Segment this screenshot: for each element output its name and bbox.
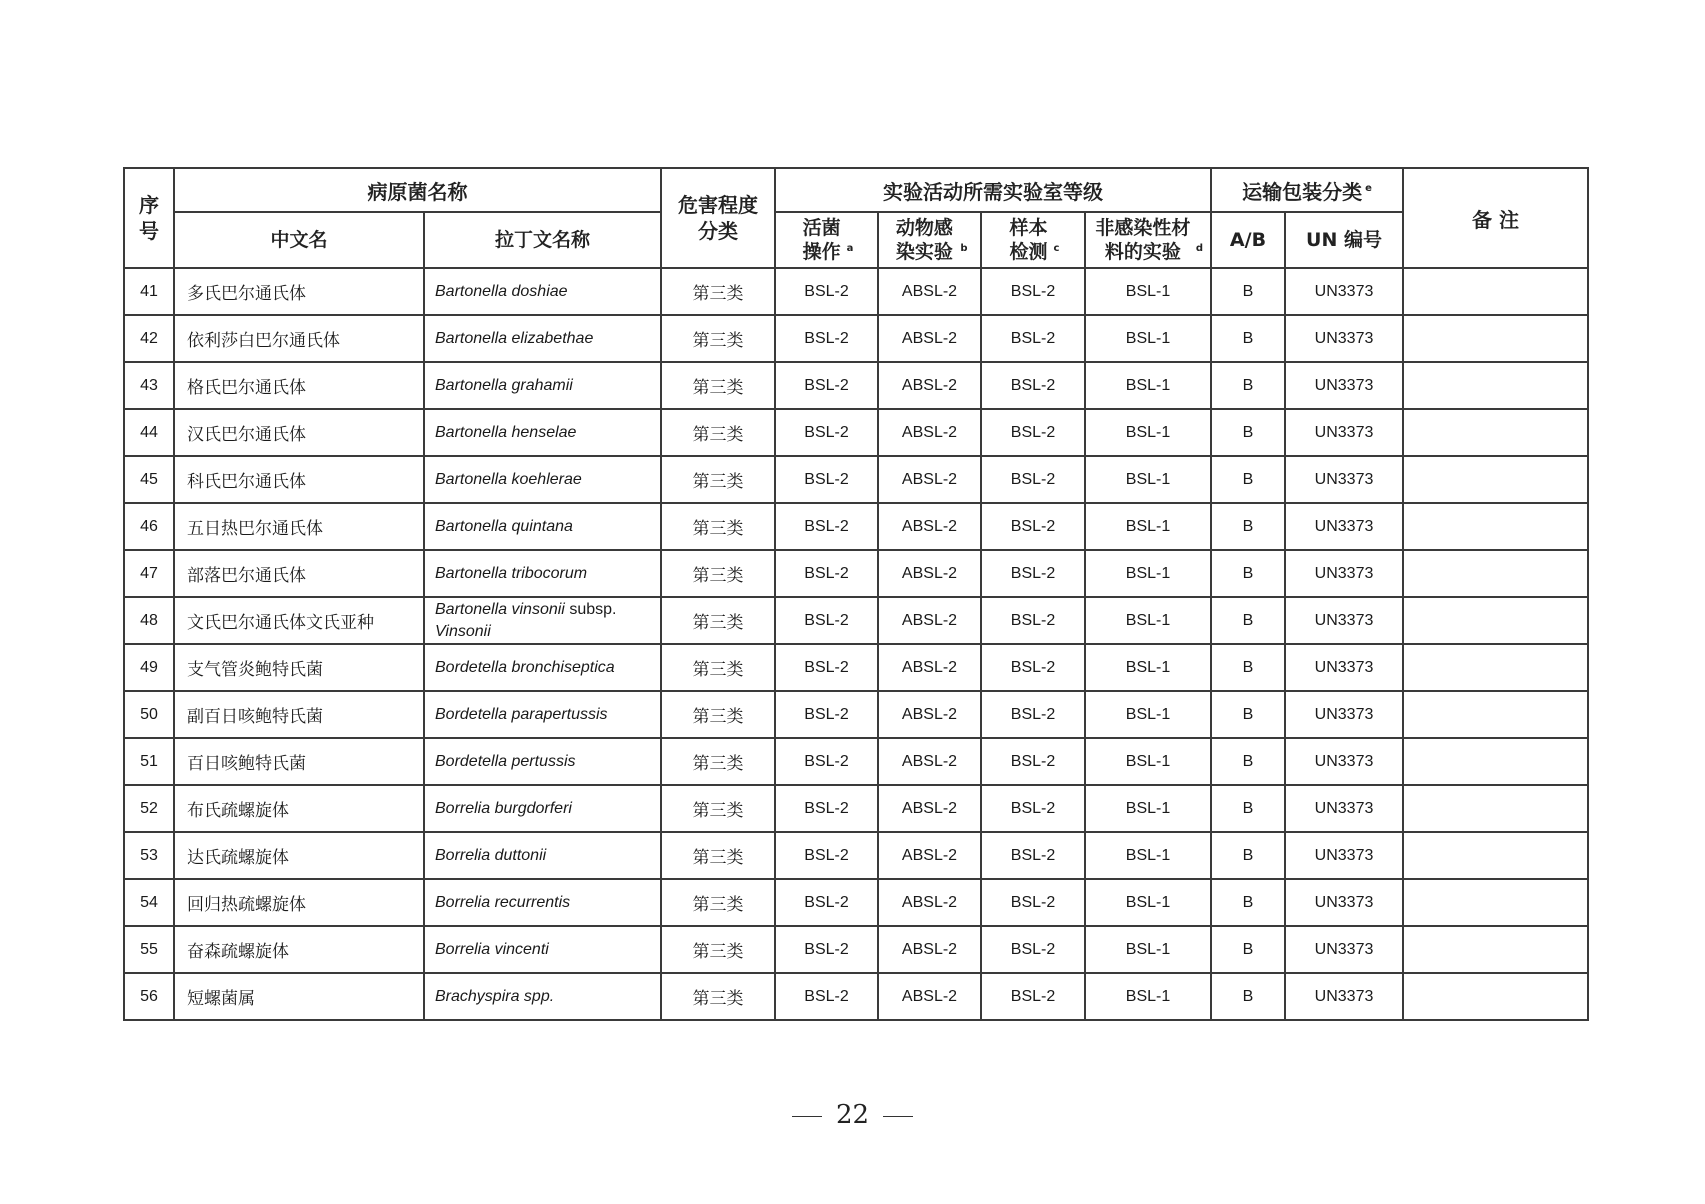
header-noninfectious: 非感染性材料的实验 $^d$ — [1085, 212, 1211, 268]
pathogen-classification-table — [123, 167, 1589, 1021]
transport-ab: B — [1211, 503, 1285, 550]
noninfectious-level: BSL-1 — [1085, 362, 1211, 409]
live-culture-level: BSL-2 — [775, 644, 878, 691]
transport-ab: B — [1211, 926, 1285, 973]
table-row — [124, 268, 1588, 315]
live-culture-level: BSL-2 — [775, 785, 878, 832]
un-number: UN3373 — [1285, 832, 1403, 879]
un-number: UN3373 — [1285, 268, 1403, 315]
latin-name: Bartonella quintana — [424, 503, 661, 550]
latin-name: Borrelia burgdorferi — [424, 785, 661, 832]
chinese-name: 布氏疏螺旋体 — [174, 785, 424, 832]
transport-ab: B — [1211, 738, 1285, 785]
animal-infection-level: ABSL-2 — [878, 362, 981, 409]
un-number: UN3373 — [1285, 456, 1403, 503]
row-index: 41 — [124, 268, 174, 315]
remarks-cell — [1403, 503, 1588, 550]
latin-name: Bordetella bronchiseptica — [424, 644, 661, 691]
live-culture-level: BSL-2 — [775, 456, 878, 503]
sample-detection-level: BSL-2 — [981, 738, 1085, 785]
transport-ab: B — [1211, 832, 1285, 879]
sample-detection-level: BSL-2 — [981, 268, 1085, 315]
table-row — [124, 879, 1588, 926]
animal-infection-level: ABSL-2 — [878, 409, 981, 456]
sample-detection-level: BSL-2 — [981, 926, 1085, 973]
un-number: UN3373 — [1285, 503, 1403, 550]
latin-name — [424, 597, 661, 644]
chinese-name: 支气管炎鲍特氏菌 — [174, 644, 424, 691]
latin-genus-species: Bartonella vinsonii — [435, 600, 565, 618]
transport-ab: B — [1211, 644, 1285, 691]
sample-detection-level: BSL-2 — [981, 456, 1085, 503]
row-index: 47 — [124, 550, 174, 597]
table-row — [124, 644, 1588, 691]
sample-detection-level: BSL-2 — [981, 362, 1085, 409]
header-latin-name: 拉丁文名称 — [424, 212, 661, 268]
un-number: UN3373 — [1285, 926, 1403, 973]
chinese-name: 达氏疏螺旋体 — [174, 832, 424, 879]
latin-name: Bartonella henselae — [424, 409, 661, 456]
row-index: 55 — [124, 926, 174, 973]
latin-name: Borrelia recurrentis — [424, 879, 661, 926]
remarks-cell — [1403, 597, 1588, 644]
row-index: 56 — [124, 973, 174, 1020]
noninfectious-level: BSL-1 — [1085, 503, 1211, 550]
chinese-name: 副百日咳鲍特氏菌 — [174, 691, 424, 738]
latin-name: Borrelia vincenti — [424, 926, 661, 973]
table-row — [124, 597, 1588, 644]
remarks-cell — [1403, 644, 1588, 691]
live-culture-level: BSL-2 — [775, 738, 878, 785]
hazard-class: 第三类 — [661, 550, 775, 597]
remarks-cell — [1403, 879, 1588, 926]
latin-name: Bordetella parapertussis — [424, 691, 661, 738]
sample-detection-level: BSL-2 — [981, 785, 1085, 832]
live-culture-level: BSL-2 — [775, 315, 878, 362]
sample-detection-level: BSL-2 — [981, 315, 1085, 362]
row-index: 44 — [124, 409, 174, 456]
chinese-name: 文氏巴尔通氏体文氏亚种 — [174, 597, 424, 644]
header-un-number: UN 编号 — [1285, 212, 1403, 268]
row-index: 52 — [124, 785, 174, 832]
row-index: 54 — [124, 879, 174, 926]
live-culture-level: BSL-2 — [775, 691, 878, 738]
animal-infection-level: ABSL-2 — [878, 597, 981, 644]
row-index: 51 — [124, 738, 174, 785]
chinese-name: 部落巴尔通氏体 — [174, 550, 424, 597]
noninfectious-level: BSL-1 — [1085, 691, 1211, 738]
remarks-cell — [1403, 738, 1588, 785]
live-culture-level: BSL-2 — [775, 832, 878, 879]
animal-infection-level: ABSL-2 — [878, 691, 981, 738]
transport-ab: B — [1211, 409, 1285, 456]
transport-ab: B — [1211, 785, 1285, 832]
live-culture-level: BSL-2 — [775, 503, 878, 550]
hazard-class: 第三类 — [661, 268, 775, 315]
latin-name: Bartonella tribocorum — [424, 550, 661, 597]
remarks-cell — [1403, 268, 1588, 315]
transport-ab: B — [1211, 315, 1285, 362]
live-culture-level: BSL-2 — [775, 597, 878, 644]
transport-ab: B — [1211, 691, 1285, 738]
hazard-class: 第三类 — [661, 503, 775, 550]
table-row — [124, 691, 1588, 738]
table-row — [124, 738, 1588, 785]
hazard-class: 第三类 — [661, 738, 775, 785]
un-number: UN3373 — [1285, 785, 1403, 832]
row-index: 46 — [124, 503, 174, 550]
transport-ab: B — [1211, 456, 1285, 503]
hazard-class: 第三类 — [661, 832, 775, 879]
table-row — [124, 926, 1588, 973]
table-row — [124, 973, 1588, 1020]
hazard-class: 第三类 — [661, 456, 775, 503]
animal-infection-level: ABSL-2 — [878, 550, 981, 597]
animal-infection-level: ABSL-2 — [878, 973, 981, 1020]
chinese-name: 汉氏巴尔通氏体 — [174, 409, 424, 456]
row-index: 43 — [124, 362, 174, 409]
chinese-name: 百日咳鲍特氏菌 — [174, 738, 424, 785]
sample-detection-level: BSL-2 — [981, 409, 1085, 456]
table-row — [124, 832, 1588, 879]
chinese-name: 多氏巴尔通氏体 — [174, 268, 424, 315]
latin-name: Brachyspira spp. — [424, 973, 661, 1020]
un-number: UN3373 — [1285, 315, 1403, 362]
noninfectious-level: BSL-1 — [1085, 268, 1211, 315]
animal-infection-level: ABSL-2 — [878, 644, 981, 691]
noninfectious-level: BSL-1 — [1085, 832, 1211, 879]
header-lab-levels: 实验活动所需实验室等级 — [775, 168, 1211, 212]
un-number: UN3373 — [1285, 691, 1403, 738]
header-animal-infection: 动物感染实验 $^b$ — [878, 212, 981, 268]
sample-detection-level: BSL-2 — [981, 597, 1085, 644]
hazard-class: 第三类 — [661, 409, 775, 456]
hazard-class: 第三类 — [661, 644, 775, 691]
animal-infection-level: ABSL-2 — [878, 503, 981, 550]
header-transport: 运输包装分类 $^e$ — [1211, 168, 1403, 212]
chinese-name: 格氏巴尔通氏体 — [174, 362, 424, 409]
header-row-2 — [124, 212, 1588, 268]
sample-detection-level: BSL-2 — [981, 644, 1085, 691]
header-index: 序号 — [124, 168, 174, 268]
remarks-cell — [1403, 550, 1588, 597]
noninfectious-level: BSL-1 — [1085, 409, 1211, 456]
table-row — [124, 409, 1588, 456]
noninfectious-level: BSL-1 — [1085, 315, 1211, 362]
page-footer — [0, 1100, 1705, 1130]
live-culture-level: BSL-2 — [775, 268, 878, 315]
live-culture-level: BSL-2 — [775, 926, 878, 973]
un-number: UN3373 — [1285, 738, 1403, 785]
live-culture-level: BSL-2 — [775, 550, 878, 597]
row-index: 42 — [124, 315, 174, 362]
latin-name: Bartonella grahamii — [424, 362, 661, 409]
live-culture-level: BSL-2 — [775, 973, 878, 1020]
un-number: UN3373 — [1285, 597, 1403, 644]
remarks-cell — [1403, 973, 1588, 1020]
page-number: 22 — [835, 1100, 870, 1130]
sample-detection-level: BSL-2 — [981, 503, 1085, 550]
row-index: 50 — [124, 691, 174, 738]
header-live-culture: 活菌操作 $^a$ — [775, 212, 878, 268]
animal-infection-level: ABSL-2 — [878, 268, 981, 315]
table-row — [124, 785, 1588, 832]
chinese-name: 短螺菌属 — [174, 973, 424, 1020]
pathogen-table-container — [123, 167, 1587, 1021]
noninfectious-level: BSL-1 — [1085, 597, 1211, 644]
chinese-name: 回归热疏螺旋体 — [174, 879, 424, 926]
latin-name: Bartonella elizabethae — [424, 315, 661, 362]
row-index: 48 — [124, 597, 174, 644]
transport-ab: B — [1211, 362, 1285, 409]
noninfectious-level: BSL-1 — [1085, 550, 1211, 597]
table-row — [124, 315, 1588, 362]
table-row — [124, 456, 1588, 503]
table-row — [124, 503, 1588, 550]
noninfectious-level: BSL-1 — [1085, 926, 1211, 973]
header-ab: A/B — [1211, 212, 1285, 268]
animal-infection-level: ABSL-2 — [878, 785, 981, 832]
header-chinese-name: 中文名 — [174, 212, 424, 268]
un-number: UN3373 — [1285, 973, 1403, 1020]
row-index: 53 — [124, 832, 174, 879]
un-number: UN3373 — [1285, 644, 1403, 691]
hazard-class: 第三类 — [661, 879, 775, 926]
remarks-cell — [1403, 926, 1588, 973]
animal-infection-level: ABSL-2 — [878, 926, 981, 973]
transport-ab: B — [1211, 550, 1285, 597]
table-row — [124, 362, 1588, 409]
un-number: UN3373 — [1285, 550, 1403, 597]
animal-infection-level: ABSL-2 — [878, 315, 981, 362]
latin-name: Borrelia duttonii — [424, 832, 661, 879]
noninfectious-level: BSL-1 — [1085, 456, 1211, 503]
latin-subspecies: Vinsonii — [435, 622, 491, 640]
header-hazard-class: 危害程度分类 — [661, 168, 775, 268]
latin-name: Bordetella pertussis — [424, 738, 661, 785]
hazard-class: 第三类 — [661, 691, 775, 738]
transport-ab: B — [1211, 973, 1285, 1020]
un-number: UN3373 — [1285, 409, 1403, 456]
hazard-class: 第三类 — [661, 315, 775, 362]
chinese-name: 依利莎白巴尔通氏体 — [174, 315, 424, 362]
live-culture-level: BSL-2 — [775, 409, 878, 456]
noninfectious-level: BSL-1 — [1085, 973, 1211, 1020]
remarks-cell — [1403, 456, 1588, 503]
animal-infection-level: ABSL-2 — [878, 456, 981, 503]
hazard-class: 第三类 — [661, 926, 775, 973]
row-index: 49 — [124, 644, 174, 691]
transport-ab: B — [1211, 268, 1285, 315]
sample-detection-level: BSL-2 — [981, 691, 1085, 738]
header-remarks: 备 注 — [1403, 168, 1588, 268]
animal-infection-level: ABSL-2 — [878, 832, 981, 879]
remarks-cell — [1403, 315, 1588, 362]
latin-name: Bartonella doshiae — [424, 268, 661, 315]
live-culture-level: BSL-2 — [775, 362, 878, 409]
sample-detection-level: BSL-2 — [981, 879, 1085, 926]
left-dash — [792, 1116, 822, 1117]
chinese-name: 五日热巴尔通氏体 — [174, 503, 424, 550]
noninfectious-level: BSL-1 — [1085, 785, 1211, 832]
transport-ab: B — [1211, 597, 1285, 644]
noninfectious-level: BSL-1 — [1085, 738, 1211, 785]
noninfectious-level: BSL-1 — [1085, 644, 1211, 691]
chinese-name: 奋森疏螺旋体 — [174, 926, 424, 973]
hazard-class: 第三类 — [661, 785, 775, 832]
hazard-class: 第三类 — [661, 362, 775, 409]
remarks-cell — [1403, 691, 1588, 738]
header-sample-detection: 样本检测 $^c$ — [981, 212, 1085, 268]
transport-ab: B — [1211, 879, 1285, 926]
un-number: UN3373 — [1285, 362, 1403, 409]
sample-detection-level: BSL-2 — [981, 550, 1085, 597]
animal-infection-level: ABSL-2 — [878, 879, 981, 926]
remarks-cell — [1403, 785, 1588, 832]
row-index: 45 — [124, 456, 174, 503]
sample-detection-level: BSL-2 — [981, 973, 1085, 1020]
remarks-cell — [1403, 362, 1588, 409]
live-culture-level: BSL-2 — [775, 879, 878, 926]
latin-name: Bartonella koehlerae — [424, 456, 661, 503]
chinese-name: 科氏巴尔通氏体 — [174, 456, 424, 503]
noninfectious-level: BSL-1 — [1085, 879, 1211, 926]
right-dash — [883, 1116, 913, 1117]
table-row — [124, 550, 1588, 597]
un-number: UN3373 — [1285, 879, 1403, 926]
remarks-cell — [1403, 832, 1588, 879]
latin-subsp-marker: subsp. — [569, 600, 617, 618]
header-pathogen-name: 病原菌名称 — [174, 168, 661, 212]
remarks-cell — [1403, 409, 1588, 456]
animal-infection-level: ABSL-2 — [878, 738, 981, 785]
hazard-class: 第三类 — [661, 973, 775, 1020]
sample-detection-level: BSL-2 — [981, 832, 1085, 879]
hazard-class: 第三类 — [661, 597, 775, 644]
header-row-1 — [124, 168, 1588, 212]
